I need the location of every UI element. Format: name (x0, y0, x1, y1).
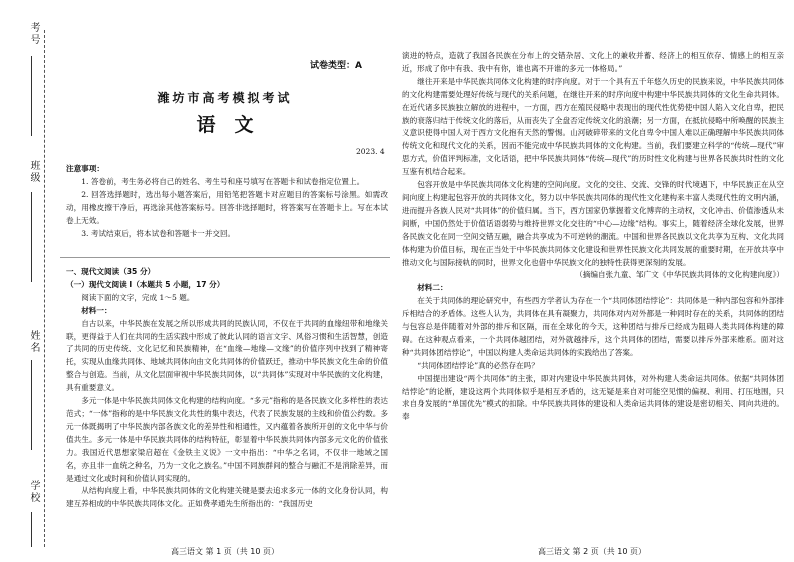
source-citation: （摘编自张九童、邹广文《中华民族共同体的文化构建向度》） (575, 270, 784, 280)
subject-title: 语 文 (196, 114, 254, 136)
notice-title: 注意事项： (66, 164, 104, 173)
paragraph: 继往开来是中华民族共同体文化构建的时序向度。对于一个具有五千年悠久历史的民族来说，中华民族共同体的文化构建需要处理好传统与现代的关系问题，在继往开来的时序向度中构建中华民族共同体的文化生命共同体。在近代诸多民族独立解放的进程中，一方面，西方在殖民侵略中表现出的现代性优势使中国人陷入文化自卑，把民族的衰落归结于传统文化的落后，从而丧失了全盘否定传统文化的浪潮；另一方面，在抵抗侵略中所唤醒的民族主义意识使得中国人对于西方文化抱有天然的警惕。山河破碎带来的文化自卑令中国人难以正确理解中华民族共同体传统文化和现代文化的关系，因而不能完成中华民族共同体的文化构建。当前，我们要建立科学的“传统—现代”审思方式，价值评判标准，文化话语，把中华民族共同体“传统—现代”的历时性文化构建与世界各民族共时性的文化互鉴有机结合起来。 (402, 76, 784, 177)
paragraph: 中国提出建设“两个共同体”的主张，即对内建设中华民族共同体，对外构建人类命运共同体。依据“共同体团结悖论”的论断，建设这两个共同体似乎是相互矛盾的，这无疑是来自对可能空见惯的偏视、利用、打压地围，只求自身发展的“单国优先”模式的扣除。中华民族共同体的建设和人类命运共同体的建设是密切相关、同向共进的。奉 (402, 373, 784, 422)
material-label: 材料一： (81, 305, 112, 315)
page-2 (398, 0, 786, 562)
paper-type: 试卷类型：A (310, 61, 362, 71)
notice-item: 1. 答卷前，考生务必将自己的姓名、考生号和座号填写在答题卡和试卷指定位置上。 (81, 176, 365, 186)
xuexiao-fill-line (31, 512, 32, 547)
xingming-fill-line (31, 360, 32, 450)
section-heading: 一、现代文阅读（35 分） (66, 267, 156, 276)
xingming-label: 姓名 (28, 330, 39, 354)
cut-line (44, 30, 45, 547)
notice-block (66, 163, 388, 240)
notice-item: 2. 回答选择题时，选出每小题答案后，用铅笔把答题卡对应题目的答案标号涂黑。如需改动，用橡皮擦干净后，再选涂其他答案标号。回答非选择题时，将答案写在答题卡上。写在本试卷上无效。 (66, 189, 388, 225)
page-footer: 高三语文 第 1 页（共 10 页） (171, 547, 279, 556)
banji-label: 班级 (28, 160, 39, 184)
divider (60, 257, 390, 258)
kaohao-fill-line (31, 56, 32, 136)
paragraph: 多元一体是中华民族共同体文化构建的结构向度。“多元”指称的是各民族文化多样性的表达范式；“一体”指称的是中华民族文化共性的集中表达，代表了民族发展的主线和价值公约数。多元一体既揭明了中华民族内部各族文化的差异性和相通性，又内蕴着各族所开创的文化中华与价值共生。多元一体是中华民族共同体的结构特征，彰显着中华民族共同体内部多元文化的价值张力。我国近代思想家梁启超在《金铁主义说》一文中指出：“中华之名词，不仅非一地域之国名，亦且非一血统之种名，乃为一文化之族名。”中国不同族群间的整合与融汇不是消除差异，而是通过文化或时间和价值认同实现的。 (66, 396, 388, 483)
paragraph: 在关于共同体的理论研究中，有些西方学者认为存在一个“共同体团结悖论”：共同体是一种内部包容和外部排斥相结合的矛盾体。这些人认为，共同体在具有凝聚力，共同体对内对外都是一种同时存在的关系，共同体的团结与包容总是伴随着对外部的排斥和区隔，而在全球化的今天，这种团结与排斥已经成为阻碍人类共同体构建的障碍。在这种观点看来，一个共同体越团结，对外就越排斥，这个共同体的团结，需要以排斥外部来维系。面对这种“共同体团结悖论”，中国以构建人类命运共同体的实践给出了答案。 (402, 296, 784, 357)
page-1 (60, 0, 390, 562)
reading-section (66, 266, 388, 511)
paragraph: 包容开放是中华民族共同体文化构建的空间向度。文化的交往、交流、交锋的时代境遇下，中华民族正在从空间向度上构建起包容开放的共同体文化，努力以中华民族共同体的现代性文化建构来丰富人类现代性的文明内涵，进而提升各族人民对“共同体”的价值归属。当下，西方国家仍掌握着文化博弈的主动权，文化冲击、价值渗透从未间断，中国仍然处于价值话语弱势与维持世界文化交往的“中心—边缘”结构。事实上，随着经济全球化发展，世界各民族文化在同一空间交错互融，融合共享成为不可逆转的潮流。中国和世界各民族以文化共享为互构、文化共同体构建为价值目标，现在正当处于中华民族共同体文化建设和世界性民族文化共同发展的重要时期，在开放共享中推动文化与国际接轨的同时，世界文化也借中华民族文化的独特性获得更深刻的发展。 (402, 180, 784, 267)
paragraph: 自古以来，中华民族在发展之所以形成共同的民族认同，不仅在于共同的血缘纽带和地缘关联，更得益于人们在共同的生活实践中形成了彼此认同的语言文字、风俗习惯和生活智慧，创造了共同的历史传统、文化记忆和民族精神，在“血缘—地缘—文缘”的价值序列中找到了精神寄托，实现从血缘共同体、地域共同体向由文化共同体的价值跃迁，推动中华民族文化生命的价值整合与创造。当前，从文化层面审视中华民族共同体，以“共同体”实现对中华民族的文化构建，具有重要意义。 (66, 318, 388, 393)
exam-title: 潍坊市高考模拟考试 (157, 91, 293, 105)
exam-date: 2023. 4 (356, 147, 385, 156)
subsection-heading: （一）现代文阅读 Ⅰ（本题共 5 小题，17 分） (66, 279, 225, 289)
paragraph: 演进的特点，造就了我国各民族在分布上的交错杂居、文化上的兼收并蓄、经济上的相互依存、情感上的相互亲近，形成了你中有我、我中有你，谁也离不开谁的多元一体格局。” (402, 51, 784, 73)
instruction: 阅读下面的文字，完成 1～5 题。 (81, 292, 195, 302)
binding-margin (0, 0, 58, 562)
material-label: 材料二： (417, 283, 448, 293)
xuexiao-label: 学校 (28, 480, 39, 504)
kaohao-label: 考号 (28, 22, 39, 46)
notice-item: 3. 考试结束后，将本试卷和答题卡一并交回。 (81, 228, 236, 238)
page-footer: 高三语文 第 2 页（共 10 页） (538, 547, 646, 556)
paragraph: “共同体团结悖论”真的必然存在吗？ (417, 360, 539, 370)
paragraph: 从结构向度上看，中华民族共同体的文化构建关键是要去追求多元一体的文化身份认同，构建互养相成的中华民族共同体文化。正如费孝通先生所指出的：“我国历史 (66, 486, 388, 509)
banji-fill-line (31, 192, 32, 282)
reading-continued (402, 50, 784, 424)
